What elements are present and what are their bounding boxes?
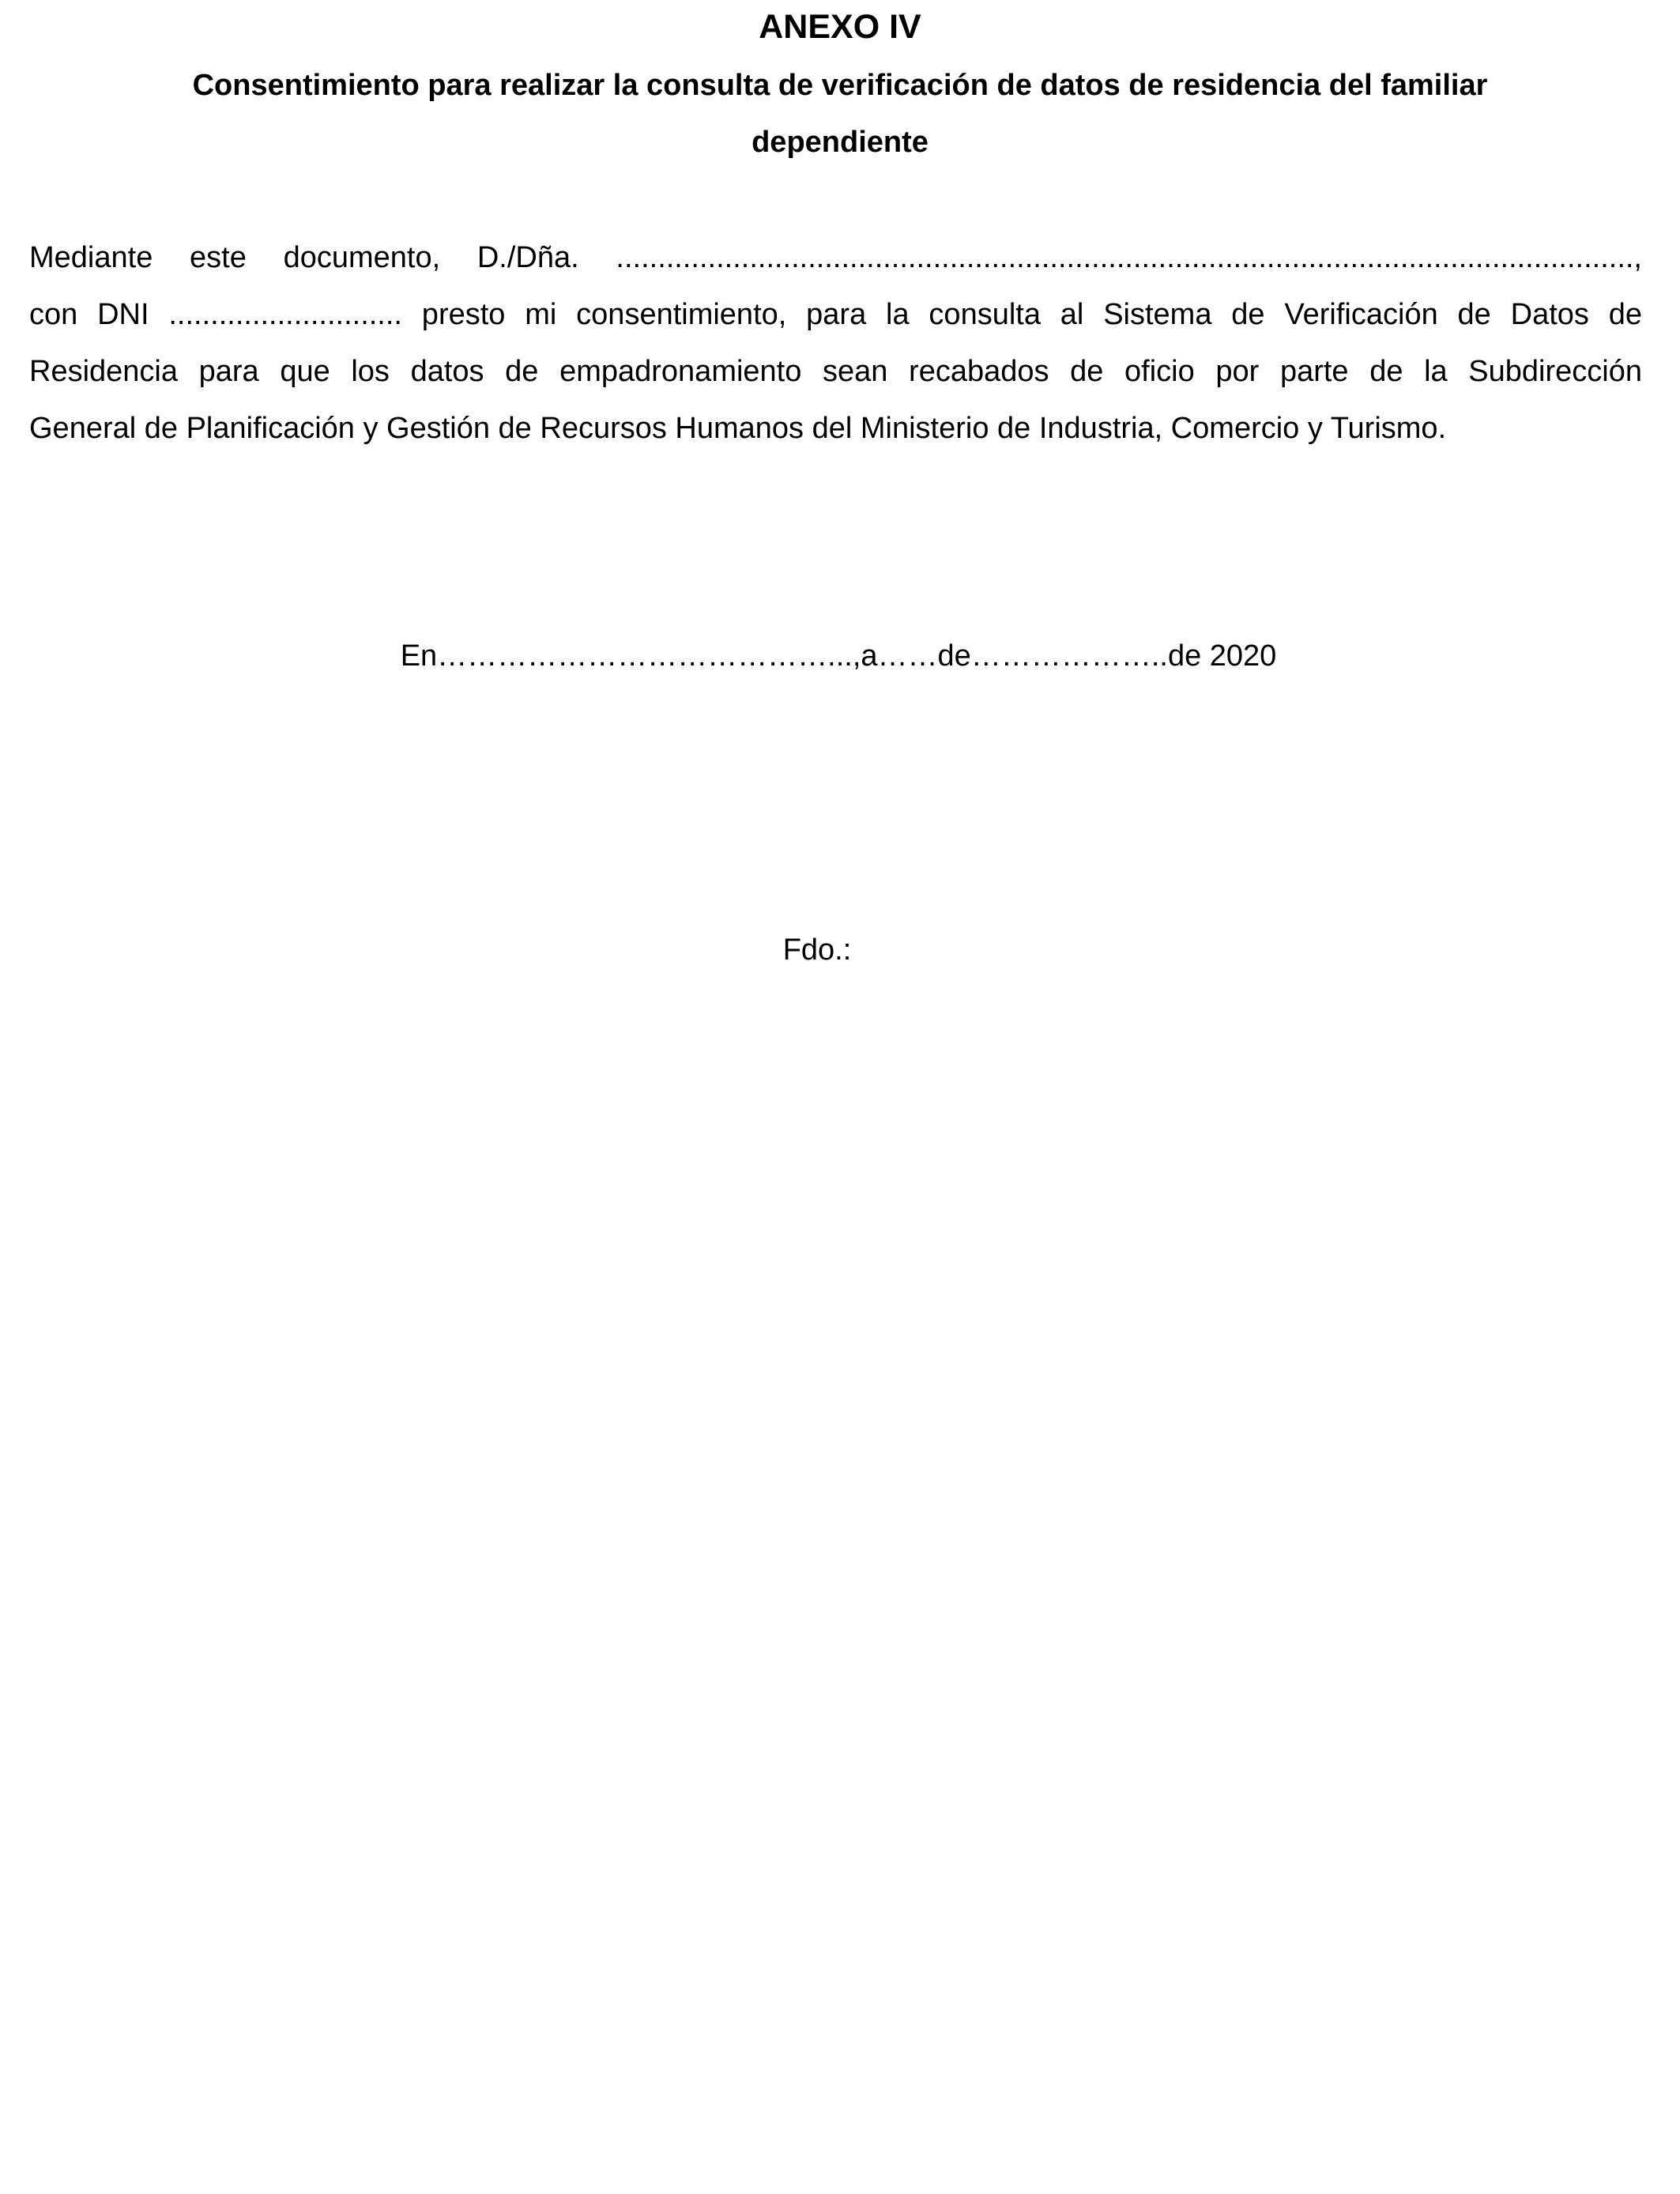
subtitle-line-2: dependiente — [751, 126, 929, 159]
paragraph-line-3: Residencia para que los datos de empadronamiento sean recabados de oficio por parte de la Subdirección — [29, 355, 1642, 388]
date-separator-a: ..,a — [835, 639, 878, 673]
date-separator-de: de — [937, 639, 971, 673]
signature-label: Fdo.: — [782, 933, 852, 967]
place-date-line — [0, 632, 1680, 680]
consent-paragraph — [29, 229, 1642, 457]
place-blank: …………………………………. — [437, 639, 836, 673]
day-blank: …… — [877, 639, 938, 673]
date-prefix: En — [400, 639, 438, 673]
annex-title: ANEXO IV — [759, 8, 921, 46]
document-subtitle — [79, 57, 1601, 171]
paragraph-line-1: Mediante este documento, D./Dña. .........................................................................................................................., — [29, 241, 1642, 274]
paragraph-line-2: con DNI ............................ presto mi consentimiento, para la consulta al Sistema de Verificación de Datos de — [29, 298, 1642, 331]
subtitle-line-1: Consentimiento para realizar la consulta de verificación de datos de residencia del familiar — [192, 69, 1488, 102]
month-blank: ……………… — [970, 639, 1151, 673]
paragraph-line-4: General de Planificación y Gestión de Recursos Humanos del Ministerio de Industria, Comercio y Turismo. — [29, 412, 1447, 445]
year-text: ..de 2020 — [1151, 639, 1277, 673]
